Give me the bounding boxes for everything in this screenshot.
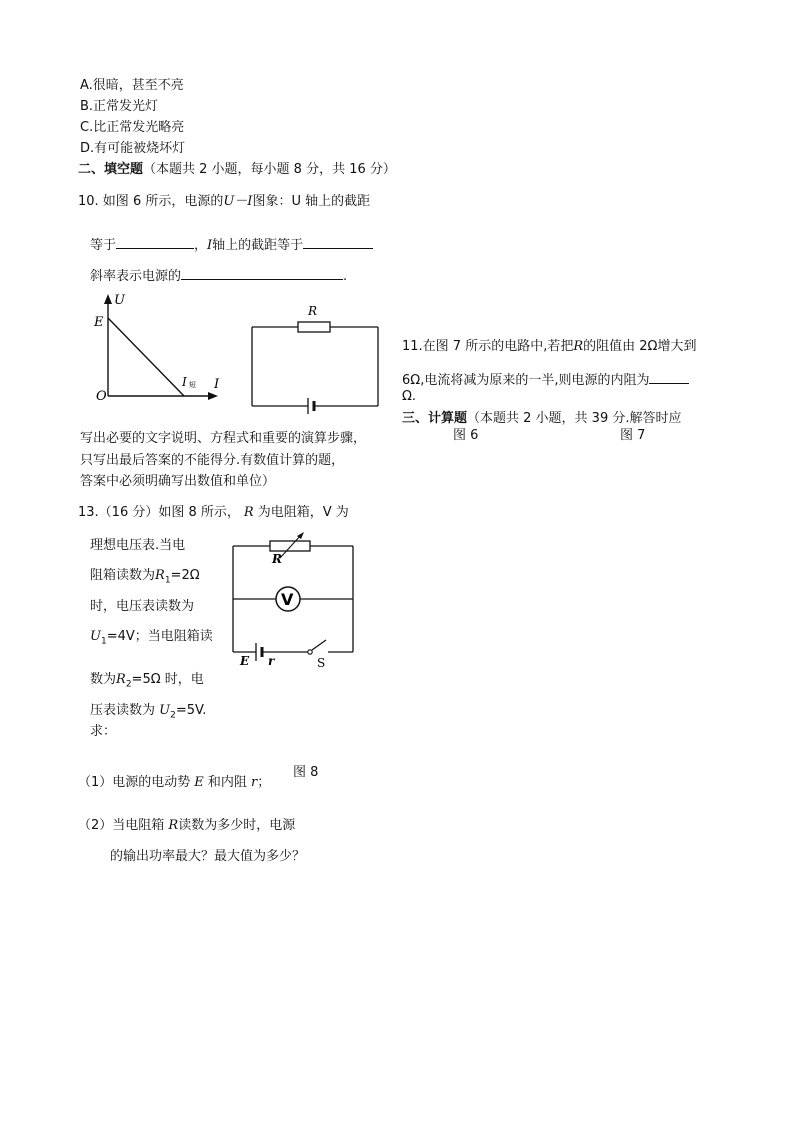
q13-l6-prefix: 数为 [90, 672, 117, 687]
q13-p1-mid: 和内阻 [203, 775, 252, 790]
section-2-title: 二、填空题 [78, 162, 144, 177]
section-3-note: （本题共 2 小题，共 39 分.解答时应 [467, 411, 682, 426]
q10-blank-2[interactable] [303, 235, 373, 249]
q11-text-suffix: 的阻值由 2Ω增大到 [583, 339, 697, 354]
fig6-i-label: I [214, 377, 220, 392]
q13-var-r: R [243, 505, 254, 520]
fig6-e-label: E [94, 315, 104, 330]
q10-line1 [78, 194, 370, 210]
q13-text: 13.（16 分）如图 8 所示， [78, 505, 240, 520]
fig8-e-label: E [240, 654, 250, 668]
q13-r1: R [155, 568, 165, 583]
fig8-switch-blade [312, 640, 326, 650]
q13-r1-sub: 1 [164, 575, 171, 586]
q10-line3 [90, 266, 347, 285]
q13-u1-sub: 1 [100, 636, 107, 647]
fig7-caption: 图 7 [620, 428, 646, 443]
q11-text: 11.在图 7 所示的电路中,若把 [402, 339, 574, 354]
q13-u2: U [159, 703, 171, 718]
q13-u2-sub: 2 [170, 710, 176, 721]
fig6-u-arrow [104, 294, 112, 304]
fig8-switch-pivot [308, 650, 312, 654]
q10-blank-1[interactable] [116, 235, 194, 249]
q13-l7-text: =5V. [175, 703, 207, 718]
fig6-o-label: O [96, 389, 107, 404]
section-2-note: （本题共 2 小题，每小题 8 分，共 16 分） [143, 162, 396, 177]
fig6-caption: 图 6 [453, 428, 479, 443]
q13-l7 [90, 703, 206, 724]
option-b: B.正常发光灯 [80, 99, 159, 114]
q13-r1-val: =2Ω [170, 568, 200, 583]
fig6-ishort-sub: 短 [189, 381, 196, 389]
fig8-resistor [270, 541, 310, 551]
fig8-v-label: V [281, 590, 294, 609]
q13-text-suffix: 为电阻箱，V 为 [257, 505, 349, 520]
fig8-circuit [230, 535, 360, 670]
q10-text: 10. 如图 6 所示，电源的 [78, 194, 224, 209]
q11-blank[interactable] [649, 370, 689, 384]
q10-i-axis: 轴上的截距等于 [212, 238, 304, 253]
q11-line2 [402, 370, 689, 389]
q10-sep: ， [194, 238, 208, 253]
option-a: A.很暗，甚至不亮 [80, 78, 184, 93]
q10-period: . [343, 269, 348, 284]
section-3-cont-3: 答案中必须明确写出数值和单位） [80, 474, 276, 489]
fig8-s-label: S [317, 656, 326, 670]
fig6-graph [90, 290, 230, 410]
q13-line1 [78, 505, 349, 521]
fig8-r-small-label: r [268, 654, 275, 668]
q13-part-2-line2: 的输出功率最大？最大值为多少？ [110, 849, 306, 864]
q13-l4: 时，电压表读数为 [90, 599, 195, 614]
section-3-cont-2: 只写出最后答案的不能得分.有数值计算的题， [80, 453, 345, 468]
q10-line2 [90, 235, 373, 254]
q10-equals: 等于 [90, 238, 117, 253]
q13-l5 [90, 629, 213, 650]
q13-l3-text: 阻箱读数为 [90, 568, 156, 583]
fig7-r-label: R [308, 304, 318, 318]
fig6-ishort-label: I [182, 375, 187, 389]
q13-r2: R [116, 672, 126, 687]
fig6-u-label: U [114, 293, 125, 308]
q13-l8: 求： [90, 724, 117, 739]
q13-p2-r: R [168, 818, 179, 833]
option-c: C.比正常发光略亮 [80, 120, 185, 135]
q13-l6 [90, 672, 204, 693]
q13-l6-text: =5Ω 时，电 [131, 672, 204, 687]
q13-p2-text: （2）当电阻箱 [78, 818, 169, 833]
q13-p1-text: （1）电源的电动势 [78, 775, 191, 790]
q13-part-1 [78, 775, 270, 791]
q11-text-2: 6Ω,电流将减为原来的一半,则电源的内阻为 [402, 373, 650, 388]
q10-text-suffix: 图象：U 轴上的截距 [252, 194, 371, 209]
q13-p1-e: E [194, 775, 204, 790]
q11-line1 [402, 339, 696, 355]
q13-p1-end: ； [257, 775, 271, 790]
q10-blank-3[interactable] [181, 266, 343, 280]
q10-var-i: I [207, 238, 213, 253]
q13-r2-sub: 2 [125, 679, 132, 690]
fig8-caption: 图 8 [293, 765, 319, 780]
fig6-line [108, 318, 184, 396]
q13-l2: 理想电压表.当电 [90, 538, 186, 553]
q11-line3: Ω. [402, 389, 417, 404]
fig7-circuit [250, 300, 380, 410]
section-2-heading [78, 162, 396, 178]
fig8-r-label: R [272, 552, 282, 566]
fig6-i-arrow [208, 392, 218, 400]
q13-l5-text: =4V；当电阻箱读 [106, 629, 213, 644]
section-3-cont-1: 写出必要的文字说明、方程式和重要的演算步骤， [80, 431, 367, 446]
section-3-title: 三、计算题 [402, 411, 468, 426]
q10-slope: 斜率表示电源的 [90, 269, 182, 284]
fig7-resistor [298, 322, 330, 332]
q13-p2-rest: 读数为多少时，电源 [178, 818, 296, 833]
q13-part-2 [78, 818, 295, 834]
q10-var-ui: U－I [223, 194, 253, 209]
q13-p1-r: r [251, 775, 258, 790]
q13-l3 [90, 568, 200, 589]
q11-var-r: R [573, 339, 584, 354]
option-d: D.有可能被烧坏灯 [80, 141, 186, 156]
q13-l7-prefix: 压表读数为 [90, 703, 160, 718]
q13-u1: U [90, 629, 101, 644]
section-3-heading [402, 411, 682, 427]
